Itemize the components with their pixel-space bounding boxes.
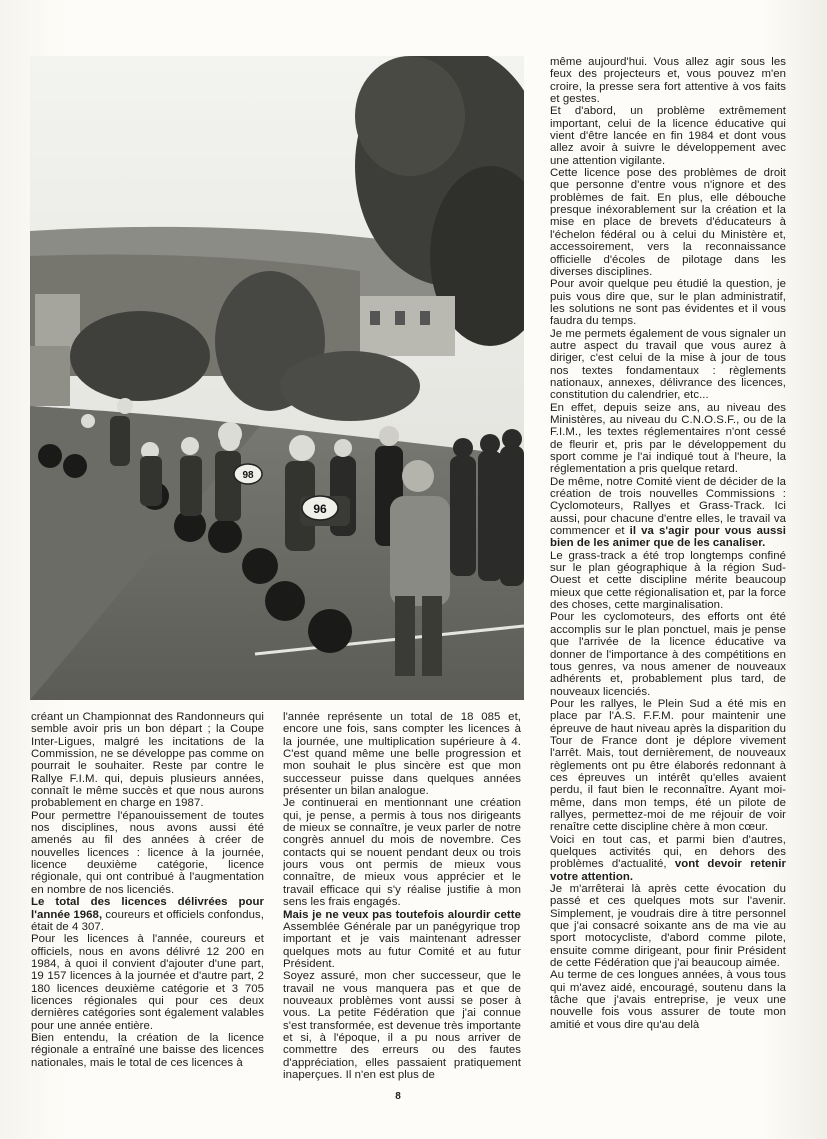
bold-phrase: Mais je ne veux pas toutefois alourdir cette: [283, 908, 521, 921]
plate-number-96: 96: [313, 502, 327, 516]
plate-number-98: 98: [242, 470, 254, 481]
paragraph: [550, 476, 786, 550]
paragraph: Pour permettre l'épanouissement de toutes nos disciplines, nous avons aussi été amenés au fil des années à créer de nouvelles licences : licence à la journée, licence deuxième catégorie, licence régionale, qui ont contribué à l'augmentation en nombre de nos licenciés.: [31, 809, 264, 896]
photo-illustration: [30, 56, 524, 700]
paragraph: Le grass-track a été trop longtemps confiné sur le plan géographique à la région Sud-Ouest et cette discipline mérite beaucoup mieux que cette régionalisation et, par la force des choses, cette marginalisation.: [550, 549, 786, 612]
paragraph: Bien entendu, la création de la licence régionale a entraîné une baisse des licences nationales, mais le total de ces licences à: [31, 1031, 264, 1069]
paragraph: En effet, depuis seize ans, au niveau des Ministères, au niveau du C.N.O.S.F., ou de la F.I.M., les textes réglementaires n'ont cessé de fleurir et, pris par le développement du sport comme je l'ai indiqué tout à l'heure, la réglementation a pris quelque retard.: [550, 401, 786, 476]
paragraph: [550, 834, 786, 883]
text-run: coureurs et officiels confondus, était de 4 307.: [31, 908, 264, 933]
paragraph: créant un Championnat des Randonneurs qui semble avoir pris un bon départ ; la Coupe Inter-Ligues, malgré les incitations de la Commission, ne se développe pas comme on pourrait le souhaiter. Reste par contre le Rallye F.I.M. qui, depuis plusieurs années, connaît le même succès et que nous aurons probablement en charge en 1987.: [31, 711, 264, 810]
text-column-middle: [283, 711, 521, 1091]
paragraph: Pour avoir quelque peu étudié la question, je puis vous dire que, sur le plan administratif, les solutions ne sont pas évidentes et il vous faudra du temps.: [550, 278, 786, 328]
paragraph: Et d'abord, un problème extrêmement important, celui de la licence éducative qui vient d'être lancée en fin 1984 et dont vous allez avoir à suivre le développement avec une attention vigilante.: [550, 105, 786, 167]
paragraph: l'année représente un total de 18 085 et, encore une fois, sans compter les licences à la journée, une multiplication supérieure à 4. C'est quand même une belle progression et mon souhait le plus sincère est que mon successeur puisse dans quelques années présenter un bilan analogue.: [283, 711, 521, 798]
text-run: Assemblée Générale par un panégyrique trop important et je vais maintenant adresser quelques mots au futur Comité et au futur Président.: [283, 920, 521, 970]
paragraph: même aujourd'hui. Vous allez agir sous les feux des projecteurs et, vous pouvez m'en croire, la presse sera fort attentive à vos faits et gestes.: [550, 56, 786, 106]
text-column-right: [550, 56, 786, 1090]
paragraph: Pour les cyclomoteurs, des efforts ont été accomplis sur le plan ponctuel, mais je pense que l'arrivée de la licence éducative va donner de l'importance à des compétitions en tous genres, va nous amener de nouveaux adhérents et, probablement plus tard, de nouveaux licenciés.: [550, 611, 786, 698]
paragraph: Au terme de ces longues années, à vous tous qui m'avez aidé, encouragé, soutenu dans la tâche que j'avais entreprise, je veux une nouvelle fois vous assurer de toute mon amitié et vous dire qu'au delà: [550, 969, 786, 1031]
paragraph: Je me permets également de vous signaler un autre aspect du travail que vous aurez à diriger, c'est celui de la mise à jour de tous nos textes fondamentaux : règlements nationaux, annexes, délivrance des licences, constitution du calendrier, etc...: [550, 327, 786, 402]
paragraph: Pour les rallyes, le Plein Sud a été mis en place par l'A.S. F.F.M. pour maintenir une épreuve de haut niveau après la disparition du Tour de France dont je déplore vivement l'arrêt. Mais, tout dernièrement, de nouveaux règlements ont pu être élaborés redonnant à ces épreuves un intérêt qu'elles avaient perdu, il faut bien le reconnaître. Ayant moi-même, dans mon temps, été un pilote de rallyes, permettez-moi de me réjouir de voir renaître cette discipline chère à mon cœur.: [550, 697, 786, 834]
bold-phrase: Le total des licences délivrées pour l'année 1968,: [31, 896, 264, 921]
paragraph: Pour les licences à l'année, coureurs et officiels, nous en avons délivré 12 200 en 1984, à quoi il convient d'ajouter d'une part, 19 157 licences à la journée et d'autre part, 2 180 licences deuxième catégorie et 3 705 licences régionales qui pour ces deux dernières catégories sont également valables pour une année entière.: [31, 933, 264, 1032]
paragraph: [31, 896, 264, 933]
text-run: De même, notre Comité vient de décider de la création de trois nouvelles Commissions : Cyclomoteurs, Rallyes et Grass-Track. Ici aussi, pour chacune d'entre elles, le travail va commencer et: [550, 475, 786, 538]
paragraph: Je continuerai en mentionnant une création qui, je pense, a permis à tous nos dirigeants de mieux se connaître, je veux parler de notre congrès annuel du mois de novembre. Ces contacts qui se nouent pendant deux ou trois jours vous ont permis de mieux vous connaître, de mieux vous apprécier et le travail efficace qui s'y réalise justifie à mon sens les frais engagés.: [283, 797, 521, 909]
paragraph: Cette licence pose des problèmes de droit que personne d'entre vous n'ignore et des problèmes de fait. En plus, elle débouche presque inéxorablement sur la création et la mise en place de brevets d'éducateurs à l'échelon fédéral ou à celui du Ministère et, accessoirement, vers la reconnaissance officielle d'écoles de pilotage dans les diverses disciplines.: [550, 167, 786, 278]
page-number: 8: [395, 1091, 401, 1102]
bold-phrase: vont devoir retenir votre attention.: [550, 858, 786, 883]
text-run: Voici en tout cas, et parmi bien d'autres, quelques activités qui, en dehors des problèmes d'actualité,: [550, 833, 786, 871]
bold-phrase: il va s'agir pour vous aussi bien de les animer que de les canaliser.: [550, 525, 786, 550]
paragraph: [283, 909, 521, 971]
paragraph: Je m'arrêterai là après cette évocation du passé et ces quelques mots sur l'avenir. Simplement, je voudrais dire à titre personnel que j'ai consacré soixante ans de ma vie au sport motocycliste, d'abord comme pilote, ensuite comme dirigeant, pour finir Président de cette Fédération que j'ai beaucoup aimée.: [550, 883, 786, 970]
text-column-left: [31, 711, 264, 1091]
paragraph: Soyez assuré, mon cher successeur, que le travail ne vous manquera pas et que de nouveaux problèmes vont aussi se poser à vous. La petite Fédération que j'ai connue s'est transformée, est devenue très importante et si, à l'époque, il a pu nous arriver de commettre des erreurs ou des fautes d'appréciation, elles passaient pratiquement inaperçues. Il n'en est plus de: [283, 970, 521, 1081]
motorcycle-rally-photo: [30, 56, 524, 700]
